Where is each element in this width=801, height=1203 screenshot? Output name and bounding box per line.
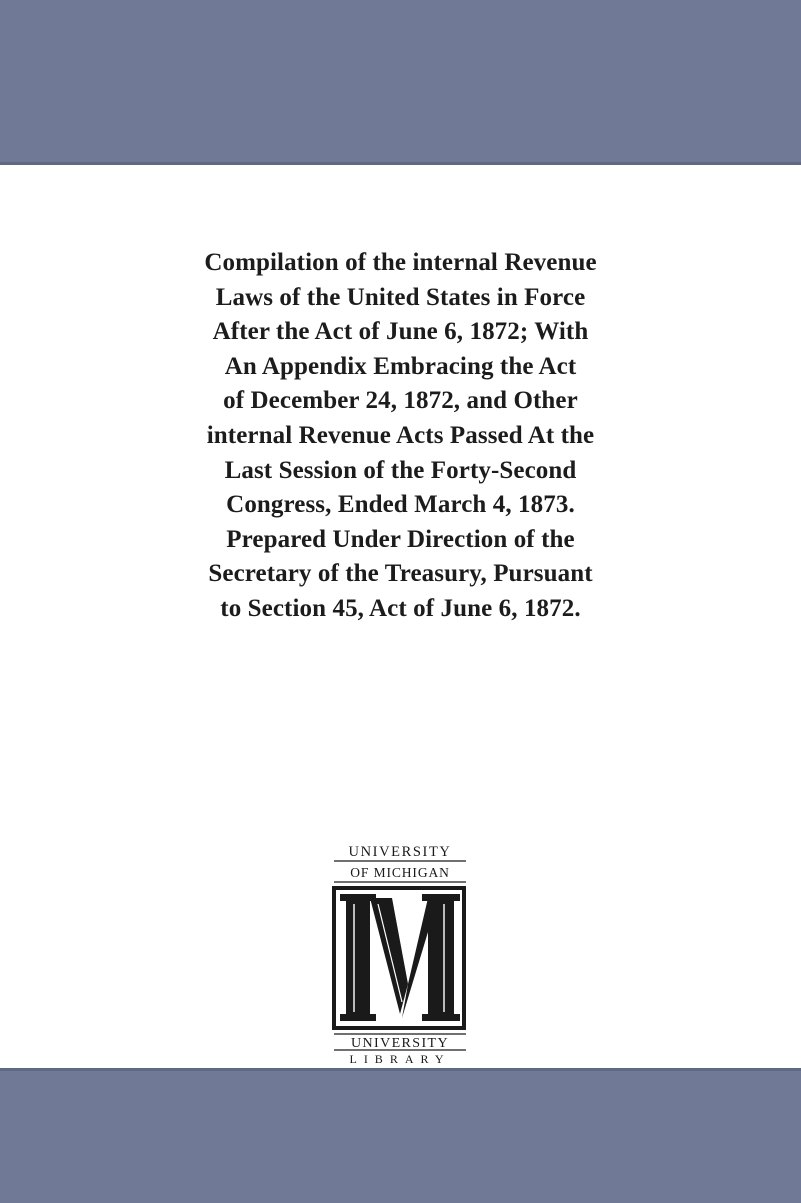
title-line: Compilation of the internal Revenue — [204, 249, 597, 276]
title-line: internal Revenue Acts Passed At the — [206, 421, 595, 449]
top-color-band — [0, 0, 801, 165]
title-line: After the Act of June 6, 1872; With — [212, 318, 589, 346]
title-line: Prepared Under Direction of the — [226, 525, 575, 553]
logo-text-university-bottom: UNIVERSITY — [351, 1036, 449, 1051]
title-line: Congress, Ended March 4, 1873. — [226, 491, 575, 519]
logo-graphic — [330, 836, 470, 1064]
title-line: Laws of the United States in Force — [215, 283, 586, 311]
logo-text-university-top: UNIVERSITY — [348, 844, 452, 860]
title-line: Last Session of the Forty-Second — [224, 456, 577, 484]
logo-text-library: LIBRARY — [349, 1052, 451, 1064]
university-library-logo — [330, 836, 470, 1064]
title-line: to Section 45, Act of June 6, 1872. — [220, 594, 581, 622]
logo-text-of-michigan: OF MICHIGAN — [350, 865, 450, 880]
bottom-color-band — [0, 1068, 801, 1203]
title-line: of December 24, 1872, and Other — [223, 387, 578, 415]
title-line: An Appendix Embracing the Act — [224, 352, 577, 380]
title-line: Secretary of the Treasury, Pursuant — [208, 560, 593, 588]
block-m-icon — [332, 886, 466, 1030]
book-title — [60, 246, 741, 627]
